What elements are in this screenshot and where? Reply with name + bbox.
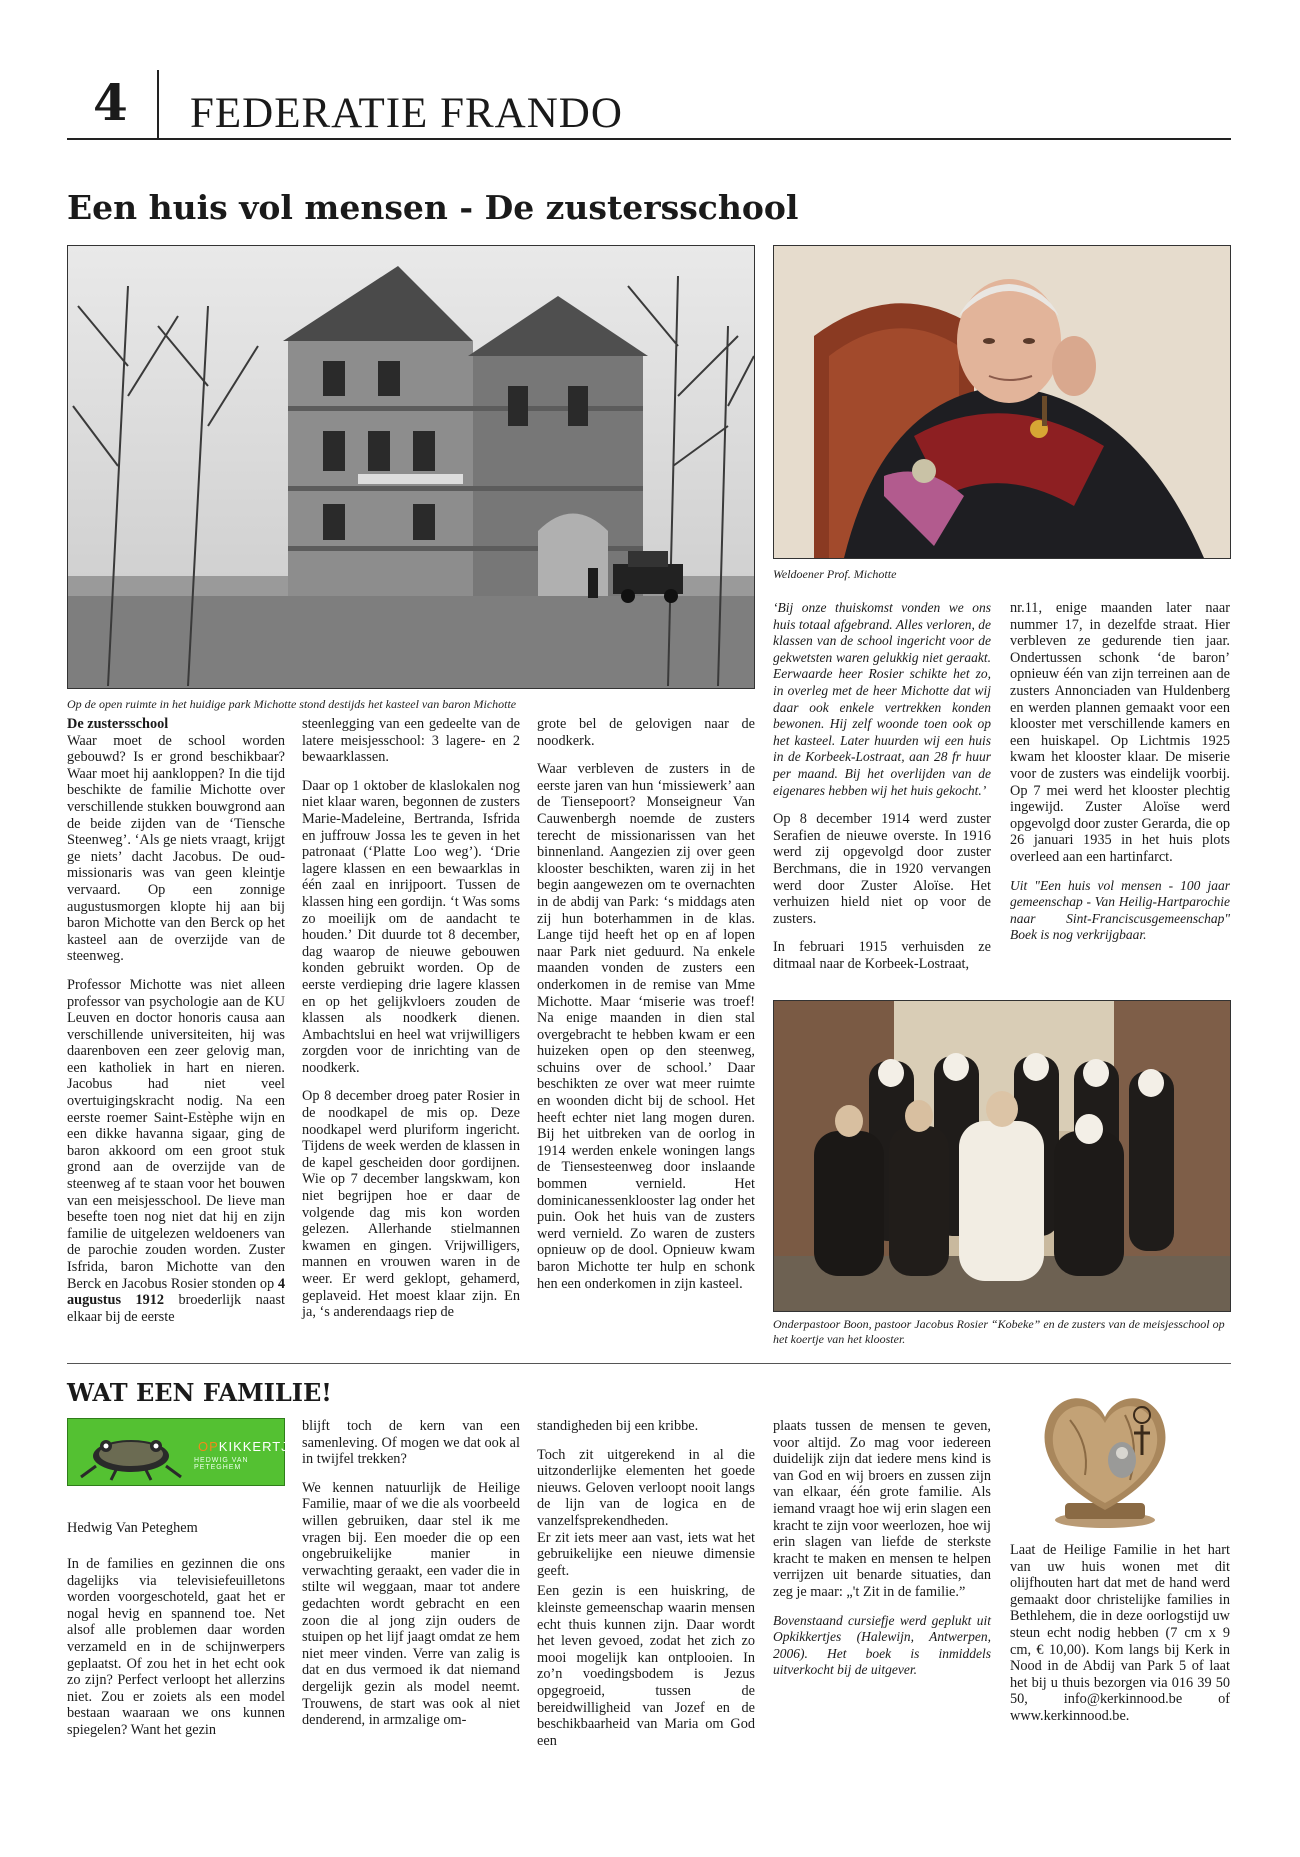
portrait-photo-icon — [774, 246, 1230, 558]
olive-wood-heart-icon — [1030, 1385, 1180, 1530]
portrait-photo — [773, 245, 1231, 559]
article-column-3 — [537, 716, 755, 1304]
family-column-4 — [773, 1418, 991, 1691]
paragraph: plaats tussen de mensen te geven, voor altijd. Zo mag voor iedereen duidelijk zijn dat iedere mens kind is van God en wij broers en zussen zijn van elkaar, één grote familie. Als iemand vraagt hoe wij erin slagen een kracht te zijn voor weerlozen, hoe wij erin slagen van liefde de sterkste kracht te maken en mensen te helpen verrijzen uit benarde situaties, dan zeg je maar: „'t Zit in de familie.” — [773, 1418, 991, 1600]
paragraph: nr.11, enige maanden later naar nummer 17, in dezelfde straat. Hier verbleven ze gedurende tien jaar. Ondertussen schonk ‘de baron’ opnieuw één van zijn terreinen aan de zusters Annonciaden van Huldenberg en werden plannen gemaakt voor een klooster met verschillende kamers en een huiskapel. Op Lichtmis 1925 kwam het klooster klaar. De miserie voor de zusters was eindelijk voorbij. Op 7 mei werd het klooster plechtig ingewijd. Zuster Aloïse werd opgevolgd door zuster Gerarda, die op 26 januari 1935 in het huis plots overleed aan een hartinfarct. — [1010, 600, 1230, 865]
frog-icon — [76, 1422, 186, 1482]
paragraph: Toch zit uitgerekend in al die uitzonderlijke elementen het goede nieuws. Geloven verloopt nooit langs de lijn van de logica en de vanzelfsprekendheden. — [537, 1446, 755, 1529]
opkikkertjes-logo — [67, 1418, 309, 1486]
article-column-1 — [67, 716, 285, 1337]
house-photo-caption: Op de open ruimte in het huidige park Michotte stond destijds het kasteel van baron Michotte — [67, 697, 517, 711]
paragraph: Op 8 december droeg pater Rosier in de noodkapel de mis op. Deze noodkapel werd pluriform ingericht. Tijdens de week werden de klassen in de kapel gescheiden door gordijnen. Wie op 7 december langskwam, kon niet begrijpen hoe er daar de volgende dag mis kon worden gelezen. Allerhande stielmannen kwamen en gingen. Vrijwilligers, mannen en vrouwen waren in de weer. Er werd geklopt, gehamerd, geplaveid. Het moest klaar zijn. En ja, ‘s anderendaags riep de — [302, 1088, 520, 1321]
portrait-photo-caption: Weldoener Prof. Michotte — [773, 567, 897, 581]
group-photo-icon — [774, 1001, 1230, 1311]
family-column-3 — [537, 1418, 755, 1761]
group-photo-caption: Onderpastoor Boon, pastoor Jacobus Rosier “Kobeke” en de zusters van de meisjesschool op het koertje van het klooster. — [773, 1317, 1225, 1346]
section-title: FEDERATIE FRANDO — [190, 90, 623, 137]
paragraph: Professor Michotte was niet alleen professor van psychologie aan de KU Leuven en doctor honoris causa aan verschillende universiteiten, hij was daarenboven een zeer gelovig man, een katholiek in hart en nieren. Jacobus had niet veel overtuigingskracht nodig. Na een eerste roemer Saint-Estèphe wijn en een dikke havanna sigaar, ging de baron akkoord om een groot stuk grond aan de overzijde van de steenweg af te staan voor het bouwen van een meisjesschool. De lieve man besefte toen nog niet dat hij en zijn familie de uitgelezen weldoeners van de parochie zouden worden. Zuster Isfrida, baron Michotte van den Berck en Jacobus Rosier stonden op 4 augustus 1912 broederlijk naast elkaar bij de eerste — [67, 976, 285, 1325]
paragraph: Waar moet de school worden gebouwd? Is er grond beschikbaar? Waar moet hij aankloppen? In die tijd beschikte de familie Michotte over verschillende stukken bouwgrond aan de beide zijden van de ‘Tiensche Steenweg’. ‘Als ge niets vraagt, krijgt ge niets’ dacht Jacobus. De oud-missionaris was van geen kleintje vervaard. Op een zonnige augustusmorgen klopte hij aan bij baron Michotte van den Berck op het kasteel aan de overzijde van de steenweg. — [67, 732, 285, 965]
paragraph: blijft toch de kern van een samenleving. Of mogen we dat ook al in twijfel trekken? — [302, 1418, 520, 1468]
section-divider — [67, 1363, 1231, 1364]
source-note: Uit "Een huis vol mensen - 100 jaar gemeenschap - Van Heilig-Hartparochie naar Sint-Franciscusgemeenschap" Boek is nog verkrijgbaar. — [1010, 877, 1230, 943]
house-photo-icon — [68, 246, 754, 688]
header-divider — [157, 70, 159, 138]
source-note: Bovenstaand cursiefje werd geplukt uit Opkikkertjes (Halewijn, Antwerpen, 2006). Het boek is inmiddels uitverkocht bij de uitgever. — [773, 1612, 991, 1678]
family-section-title: WAT EEN FAMILIE! — [67, 1378, 332, 1407]
group-photo — [773, 1000, 1231, 1312]
family-column-2 — [302, 1418, 520, 1741]
logo-text: OPKIKKERTJES — [198, 1439, 309, 1454]
author-name: Hedwig Van Peteghem — [67, 1520, 198, 1536]
paragraph: In februari 1915 verhuisden ze ditmaal naar de Korbeek-Lostraat, — [773, 939, 991, 972]
paragraph: Op 8 december 1914 werd zuster Serafien de nieuwe overste. In 1916 werd zij opgevolgd door zuster Berchmans, die in 1920 vervangen werd door Zuster Aloïse. Het verhuizen hield niet op voor de zusters. — [773, 811, 991, 927]
family-column-1 — [67, 1556, 285, 1751]
highlight-date: 4 augustus 1912 — [67, 1275, 285, 1309]
paragraph: standigheden bij een kribbe. — [537, 1418, 699, 1434]
paragraph: In de families en gezinnen die ons dagelijks via televisiefeuilletons worden voorgeschoteld, gaat het er nogal hevig en spannend toe. Net alsof alle problemen daar worden verzameld en in de schijnwerpers geplaatst. Of zou het in het echt ook zo zijn? Perfect verloopt het allerzins niet. Zou er zoiets als een model bestaan waaraan we ons kunnen spiegelen? Want het gezin — [67, 1556, 285, 1738]
quote-paragraph: ‘Bij onze thuiskomst vonden we ons huis totaal afgebrand. Alles verloren, de klassen van de school ingericht voor de gekwetsten waren gelukkig niet geraakt. Eerwaarde heer Rosier schikte het zo, in overleg met de heer Michotte dat wij daar ook enkele vertrekken konden bewonen. Hij zelf woonde toen ook op het kasteel. Later huurden wij een huis in de Korbeek-Lostraat, aan 28 fr huur per maand. Bij het overlijden van de eigenares hebben wij het huis gekocht.’ — [773, 600, 991, 798]
paragraph: We kennen natuurlijk de Heilige Familie, maar of we die als voorbeeld willen gebruiken, daar stel ik me vragen bij. Een moeder die op een ongebruikelijke manier in verwachting geraakt, een vader die in stilte wil weggaan, maar tot andere gedachten wordt gebracht en een zoon die al jong zijn ouders de stuipen op het lijf jaagt omdat ze hem niet meer vinden. Verre van zalig is dat en dus vermoed ik dat niemand dergelijk gezin als model neemt. Trouwens, de start was ook al niet denderend, in armzalige om- — [302, 1479, 520, 1729]
family-column-5 — [1010, 1542, 1230, 1737]
article-title: Een huis vol mensen - De zustersschool — [67, 188, 799, 227]
olive-wood-heart-image — [1030, 1385, 1180, 1530]
paragraph: Laat de Heilige Familie in het hart van uw huis wonen met dit olijfhouten hart dat met de hand werd gemaakt door christelijke families in Bethlehem, die in deze oorlogstijd uw steun echt nodig hebben (7 cm x 9 cm, € 10,00). Kom langs bij Kerk in Nood in de Abdij van Park 5 of laat het bij u thuis bezorgen via 016 39 50 50, info@kerkinnood.be of www.kerkinnood.be. — [1010, 1542, 1230, 1724]
page-number: 4 — [93, 73, 128, 132]
paragraph: Een gezin is een huiskring, de kleinste gemeenschap waarin mensen echt thuis kunnen zijn. Daar wordt het leven gevoed, zodat het zich zo mooi mogelijk kan ontplooien. In zo’n voedingsbodem is Jezus opgegroeid, tussen de bereidwilligheid van Jozef en de beschikbaarheid van Maria om God een — [537, 1583, 755, 1749]
subheading: De zustersschool — [67, 716, 169, 732]
paragraph: Waar verbleven de zusters in de eerste jaren van hun ‘missiewerk’ aan de Tiensepoort? Monseigneur Van Cauwenbergh noemde de zusters terecht de missionarissen van het binnenland. Aangezien zij over geen klooster beschikten, waren zij in het begin aangewezen om te overnachten in de abdij van Park: ‘s middags aten zij hun boterhammen in de klas. Lange tijd heeft het op en af lopen naar Park niet geduurd. Na enkele maanden vonden de zusters een onderkomen in de remise van Mme Michotte. Maar ‘miserie was troef! Na enige maanden in dien stal overgebracht te hebben kwam er een huizeken open op den steenweg, schuins over de school.’ Daar beschikten ze over wat meer ruimte en woonden dicht bij de school. Het heeft echter niet lang mogen duren. Bij het uitbreken van de oorlog in 1914 werden enkele woningen langs de Tiensesteenweg door inslaande bommen vernield. Het dominicanessenklooster lag onder het puin. Ook het huis van de zusters werd vernield. Zo waren de zusters opnieuw op de dool. Opnieuw kwam baron Michotte ter hulp en schonk hen een onderkomen in zijn kasteel. — [537, 761, 755, 1292]
paragraph: grote bel de gelovigen naar de noodkerk. — [537, 716, 755, 749]
article-column-5 — [1010, 600, 1230, 956]
logo-subtext: HEDWIG VAN PETEGHEM — [194, 1457, 249, 1471]
paragraph: Er zit iets meer aan vast, iets wat het gebruikelijke een nieuwe dimensie geeft. — [537, 1529, 755, 1579]
article-column-2 — [302, 716, 520, 1333]
house-photo — [67, 245, 755, 689]
top-rule — [67, 138, 1231, 140]
paragraph: steenlegging van een gedeelte van de latere meisjesschool: 3 lagere- en 2 bewaarklassen. — [302, 716, 520, 766]
article-column-4 — [773, 600, 991, 984]
paragraph: Daar op 1 oktober de klaslokalen nog niet klaar waren, begonnen de zusters Marie-Madeleine, Bertranda, Isfrida en juffrouw Jossa les te geven in het patronaat (‘Platte Loo weg’). ‘Drie lagere klassen en een bewaarklas in één zaal en inrijpoort. Tussen de klassen hing een gordijn. ‘t Was soms zo moeilijk om de aandacht te houden.’ Dit duurde tot 8 december, dag waarop de nieuwe gebouwen konden gebruikt worden. Op de eerste verdieping drie lagere klassen en op het gelijkvloers zouden de klassen als noodkerk dienen. Ambachtslui en heel wat vrijwilligers zorgden voor de inrichting van de noodkerk. — [302, 777, 520, 1076]
